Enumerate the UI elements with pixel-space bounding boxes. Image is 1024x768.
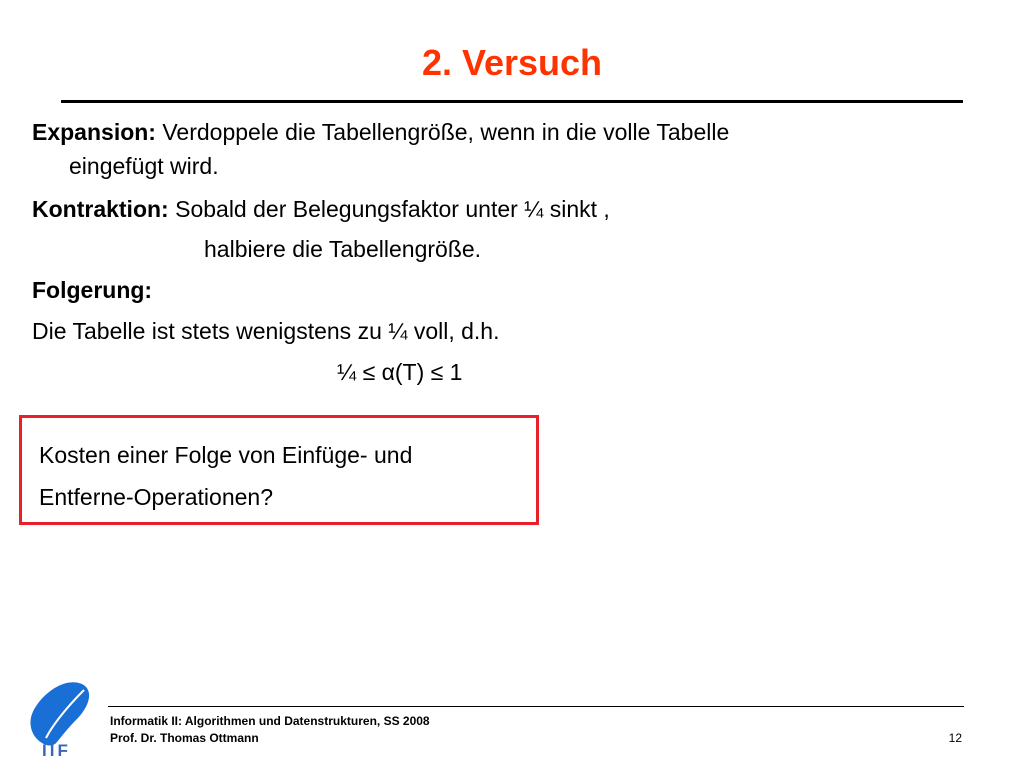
page-number: 12 — [948, 731, 962, 745]
kontraktion-text: Sobald der Belegungsfaktor unter ¼ sinkt , — [168, 196, 610, 222]
title-divider — [61, 100, 963, 103]
folgerung-label: Folgerung: — [32, 277, 153, 303]
footer-course: Informatik II: Algorithmen und Datenstrukturen, SS 2008 — [110, 714, 430, 728]
kontraktion-label: Kontraktion: — [32, 196, 169, 222]
expansion-text-continued: eingefügt wird. — [69, 153, 219, 179]
expansion-text: Verdoppele die Tabellengröße, wenn in die volle Tabelle — [155, 119, 730, 145]
callout-line-2: Entferne-Operationen? — [39, 484, 273, 510]
iif-logo — [24, 680, 98, 758]
expansion-line — [32, 117, 729, 147]
slide-title: 2. Versuch — [421, 42, 603, 83]
footer-divider — [108, 706, 964, 707]
logo-swoosh-shape — [30, 682, 89, 745]
question-callout-box — [19, 415, 539, 525]
callout-line-1: Kosten einer Folge von Einfüge- und — [39, 442, 413, 468]
logo-text: IIF — [42, 741, 71, 758]
folgerung-text: Die Tabelle ist stets wenigstens zu ¼ voll, d.h. — [32, 318, 500, 344]
load-factor-formula: ¼ ≤ α(T) ≤ 1 — [337, 359, 463, 385]
footer-author: Prof. Dr. Thomas Ottmann — [110, 731, 259, 745]
kontraktion-text-continued: halbiere die Tabellengröße. — [204, 236, 482, 262]
kontraktion-line — [32, 194, 610, 224]
expansion-label: Expansion: — [32, 119, 156, 145]
